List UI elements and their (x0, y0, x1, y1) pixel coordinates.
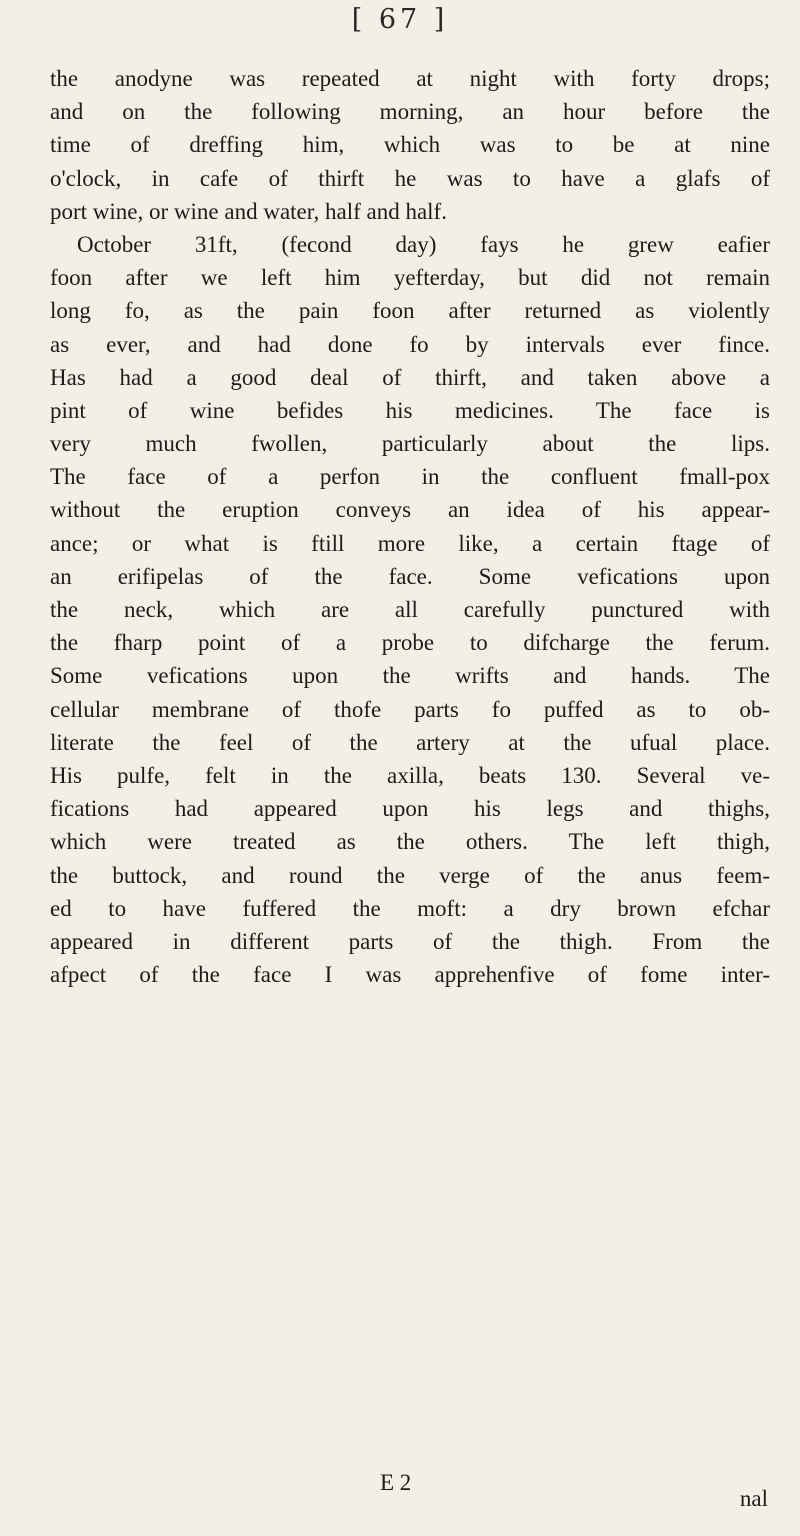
page-footer (0, 1470, 800, 1510)
text-line: ed to have fuffered the moft: a dry brown efchar (50, 895, 770, 921)
text-line: afpect of the face I was apprehenfive of fome inter- (50, 962, 770, 988)
text-line: foon after we left him yefterday, but did not remain (50, 265, 770, 291)
signature-mark: E 2 (380, 1470, 412, 1495)
text-line: an erifipelas of the face. Some vefications upon (50, 563, 770, 589)
text-line: ance; or what is ftill more like, a certain ftage of (50, 530, 770, 556)
catchword: nal (739, 1486, 768, 1511)
text-line: appeared in different parts of the thigh. From the (50, 928, 770, 954)
text-line: port wine, or wine and water, half and half. (50, 198, 447, 224)
text-line: cellular membrane of thofe parts fo puffed as to ob- (50, 696, 770, 722)
text-line: fications had appeared upon his legs and thighs, (50, 796, 770, 822)
text-line: and on the following morning, an hour before the (50, 99, 770, 125)
text-line: Some vefications upon the wrifts and hands. The (50, 663, 770, 689)
text-line: the fharp point of a probe to difcharge the ferum. (50, 630, 770, 656)
text-line: o'clock, in cafe of thirft he was to have a glafs of (50, 165, 770, 191)
page-number: [ 67 ] (351, 4, 449, 35)
text-line: without the eruption conveys an idea of his appear- (50, 497, 770, 523)
text-line: time of dreffing him, which was to be at nine (50, 132, 770, 158)
text-line: the neck, which are all carefully punctured with (50, 597, 770, 622)
text-line: The face of a perfon in the confluent fmall-pox (50, 464, 770, 490)
body-text (50, 62, 770, 991)
text-line: the buttock, and round the verge of the anus feem- (50, 862, 770, 888)
text-line: the anodyne was repeated at night with forty drops; (50, 66, 770, 91)
text-line: long fo, as the pain foon after returned as violently (50, 298, 770, 324)
text-line: His pulfe, felt in the axilla, beats 130. Several ve- (50, 762, 770, 788)
text-line: literate the feel of the artery at the ufual place. (50, 729, 770, 755)
text-line: pint of wine befides his medicines. The face is (50, 397, 770, 423)
text-line: October 31ft, (fecond day) fays he grew eafier (77, 231, 770, 257)
text-line: very much fwollen, particularly about the lips. (50, 431, 770, 457)
text-line: which were treated as the others. The left thigh, (50, 829, 770, 855)
text-line: Has had a good deal of thirft, and taken above a (50, 364, 770, 390)
text-line: as ever, and had done fo by intervals ever fince. (50, 331, 770, 357)
